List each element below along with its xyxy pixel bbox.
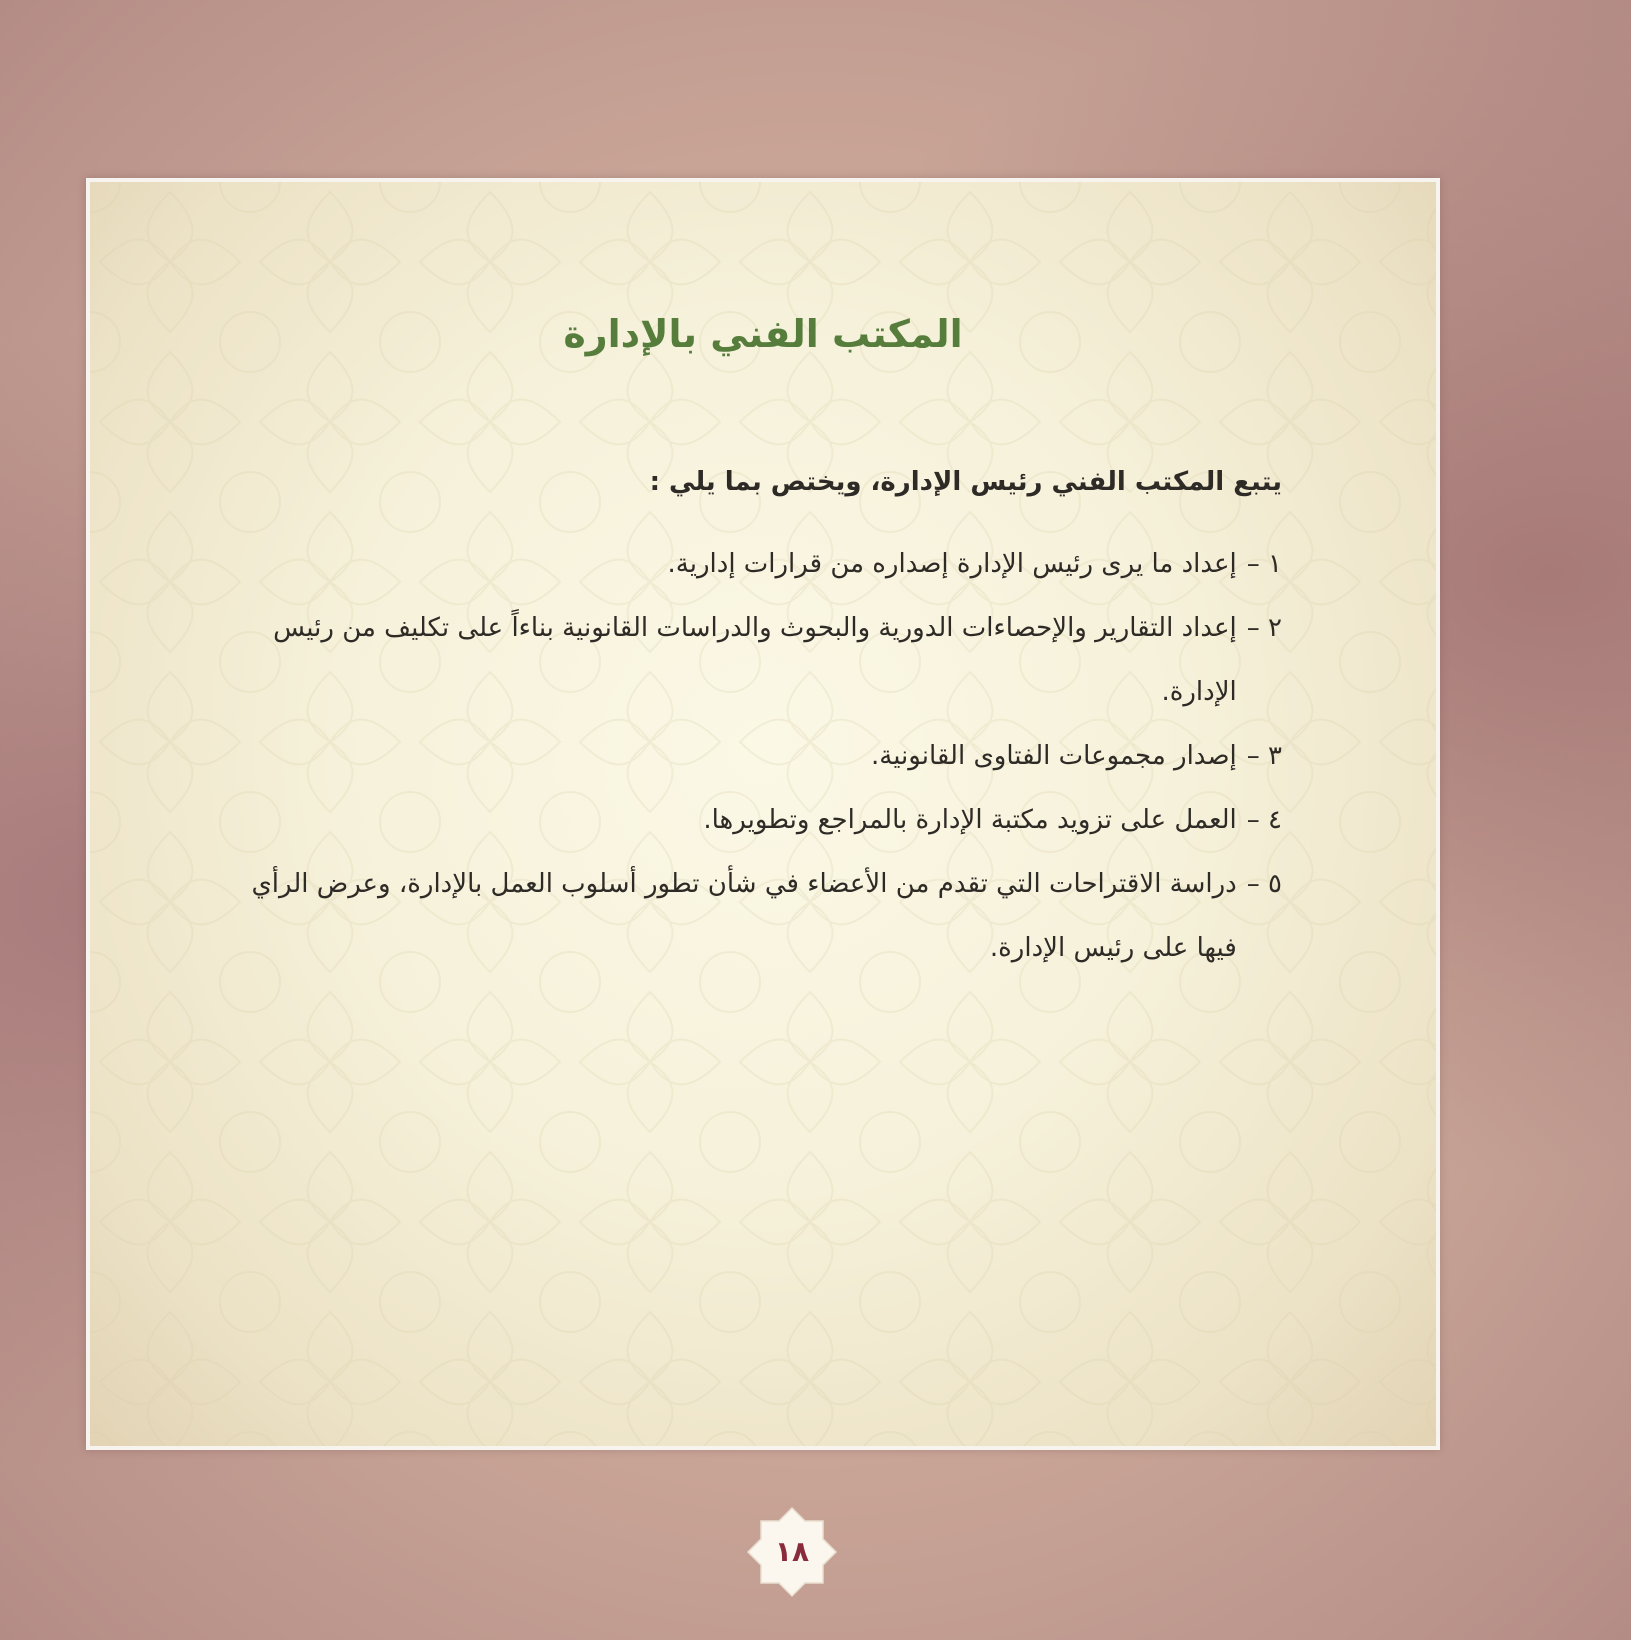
page-number: ١٨	[774, 1535, 810, 1568]
item-text: إصدار مجموعات الفتاوى القانونية.	[871, 741, 1237, 771]
item-text: العمل على تزويد مكتبة الإدارة بالمراجع وتطويرها.	[703, 805, 1237, 835]
list-item	[222, 532, 1282, 596]
item-number: ٥ –	[1246, 869, 1282, 899]
item-text: إعداد ما يرى رئيس الإدارة إصداره من قرارات إدارية.	[667, 549, 1237, 579]
item-number: ٤ –	[1246, 805, 1282, 835]
item-text: إعداد التقارير والإحصاءات الدورية والبحوث والدراسات القانونية بناءاً على تكليف من رئيس الإدارة.	[273, 613, 1237, 707]
list-item	[222, 788, 1282, 852]
list-item	[222, 596, 1282, 724]
item-number: ٢ –	[1246, 613, 1282, 643]
page-number-badge	[746, 1506, 838, 1598]
content-panel	[86, 178, 1440, 1450]
list-item	[222, 724, 1282, 788]
intro-text: يتبع المكتب الفني رئيس الإدارة، ويختص بما يلي :	[649, 467, 1282, 497]
body-content	[222, 462, 1282, 980]
item-number: ٣ –	[1246, 741, 1282, 771]
item-text: دراسة الاقتراحات التي تقدم من الأعضاء في شأن تطور أسلوب العمل بالإدارة، وعرض الرأي فيها على رئيس الإدارة.	[251, 869, 1237, 963]
item-number: ١ –	[1246, 549, 1282, 579]
page-title: المكتب الفني بالإدارة	[563, 312, 963, 356]
list-item	[222, 852, 1282, 980]
